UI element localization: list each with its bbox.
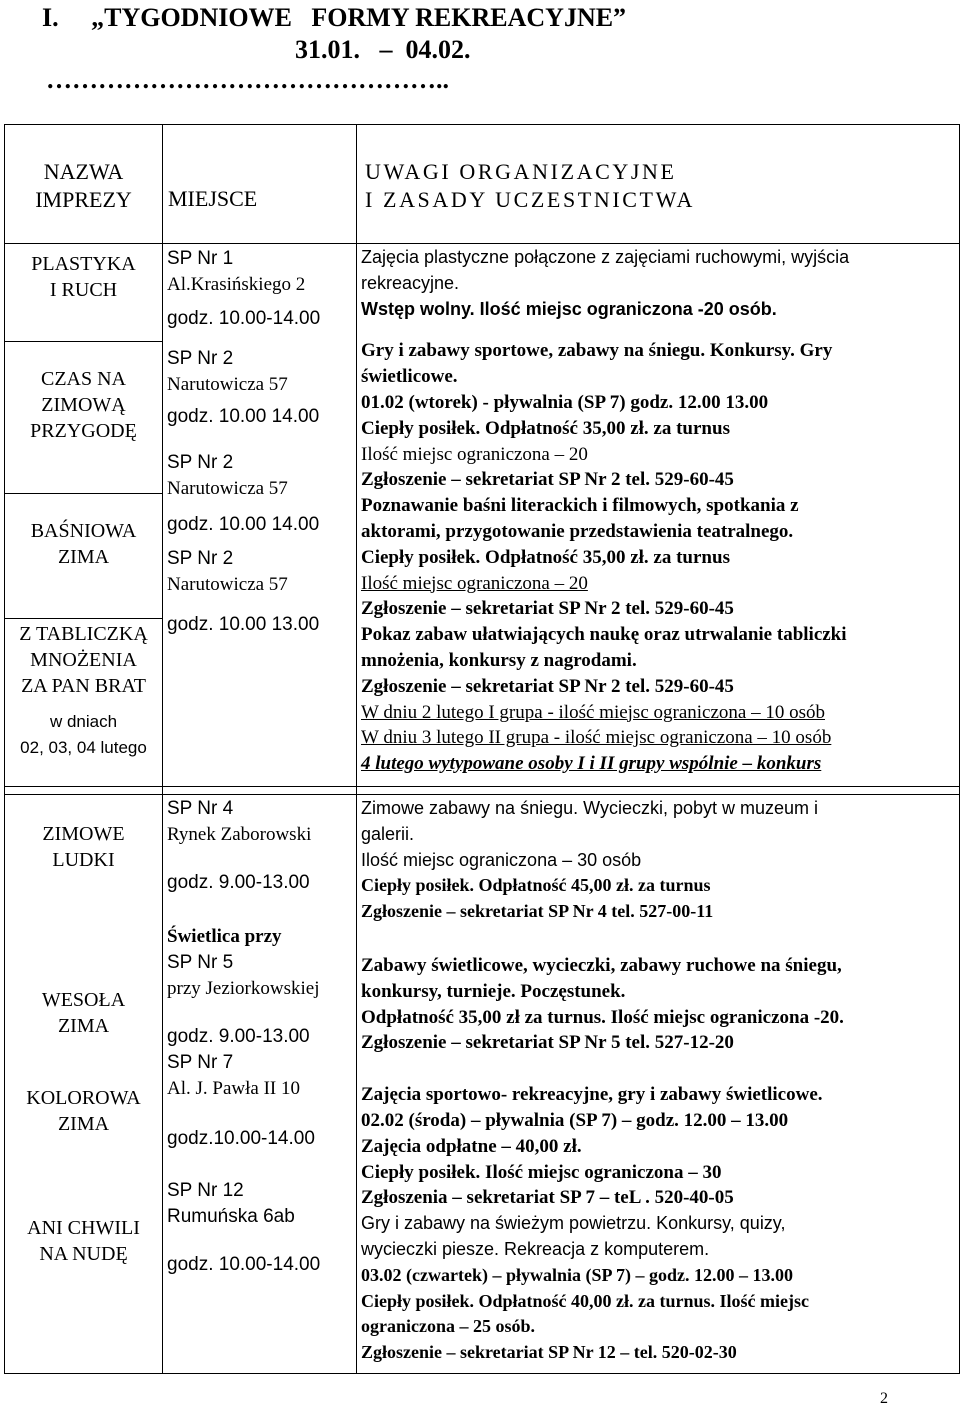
place-sp5 (163, 924, 356, 1050)
place-sp7 (163, 1050, 356, 1152)
header-name-line: NAZWA (43, 159, 124, 184)
desc-line: rekreacyjne. (361, 272, 460, 293)
place-line (167, 1002, 356, 1024)
desc-wesola-zima (357, 953, 959, 1056)
desc-line: Ilość miejsc ograniczona – 20 (361, 572, 588, 594)
event-name-line: PRZYGODĘ (30, 420, 137, 442)
place-line: Narutowicza 57 (167, 574, 288, 595)
header-rules-line: I ZASADY UCZESTNICTWA (365, 187, 695, 212)
place-line: SP Nr 2 (167, 348, 234, 369)
desc-zimowe-ludki (357, 796, 959, 925)
event-names-cell (5, 795, 163, 1374)
place-line: SP Nr 5 (167, 952, 234, 973)
dotted-separator: ……………………………………….. (46, 65, 449, 94)
place-sp2-b (163, 450, 356, 538)
place-line: SP Nr 7 (167, 1052, 234, 1073)
place-hours: godz. 9.00-13.00 (167, 1026, 310, 1047)
document-title: I. „TYGODNIOWE FORMY REKREACYJNE” (42, 3, 627, 32)
header-name-line: IMPREZY (35, 187, 132, 212)
desc-line: Zimowe zabawy na śniegu. Wycieczki, pobyt w muzeum i (361, 798, 819, 818)
header-rules-line: UWAGI ORGANIZACYJNE (365, 159, 677, 184)
place-line: SP Nr 2 (167, 452, 234, 473)
event-desc-cell (357, 244, 960, 787)
desc-plastyka (357, 245, 959, 322)
desc-line: Zgłoszenie – sekretariat SP Nr 4 tel. 527-00-11 (361, 901, 714, 922)
desc-line: Ciepły posiłek. Odpłatność 40,00 zł. za turnus. Ilość miejsc (361, 1290, 810, 1311)
desc-line: ograniczona – 25 osób. (361, 1316, 536, 1337)
desc-line: aktorami, przygotowanie przedstawienia teatralnego. (361, 520, 794, 542)
desc-line: Zgłoszenie – sekretariat SP Nr 2 tel. 529-60-45 (361, 675, 734, 697)
desc-line: Zajęcia plastyczne połączone z zajęciami ruchowymi, wyjścia (361, 247, 850, 267)
table-row (5, 244, 960, 787)
desc-line: Ciepły posiłek. Ilość miejsc ograniczona – 30 (361, 1161, 722, 1183)
event-wesola-zima (5, 955, 162, 1085)
event-name-line: ZIMA (57, 1015, 110, 1037)
place-line: SP Nr 4 (167, 798, 234, 819)
desc-line: konkursy, turnieje. Poczęstunek. (361, 980, 626, 1002)
desc-line: Zabawy świetlicowe, wycieczki, zabawy ruchowe na śniegu, (361, 954, 842, 976)
table-gap (5, 787, 960, 795)
desc-line: 01.02 (wtorek) - pływalnia (SP 7) godz. 12.00 13.00 (361, 391, 769, 413)
desc-line: Ciepły posiłek. Odpłatność 35,00 zł. za turnus (361, 546, 730, 568)
place-line: Narutowicza 57 (167, 374, 288, 395)
desc-line: Gry i zabawy na świeżym powietrzu. Konkursy, quizy, (361, 1213, 786, 1234)
desc-line: Ciepły posiłek. Odpłatność 45,00 zł. za turnus (361, 875, 711, 896)
header-place (163, 125, 357, 244)
event-desc-cell (357, 795, 960, 1374)
desc-line: Ciepły posiłek. Odpłatność 35,00 zł. za turnus (361, 417, 730, 439)
event-ani-chwili (5, 1215, 162, 1373)
desc-line: wycieczki piesze. Rekreacja z komputerem. (361, 1238, 710, 1259)
event-zimowe-ludki (5, 795, 162, 955)
place-line: Świetlica przy (167, 926, 282, 947)
events-table (4, 124, 960, 1374)
event-name-line: ANI CHWILI (27, 1217, 140, 1239)
place-line: Narutowicza 57 (167, 478, 288, 499)
place-sp1 (163, 246, 356, 332)
desc-line: W dniu 3 lutego II grupa - ilość miejsc ograniczona – 10 osób (361, 727, 832, 749)
table-header-row (5, 125, 960, 244)
desc-line: Ilość miejsc ograniczona – 20 (361, 443, 588, 465)
place-line (167, 598, 356, 612)
desc-line: Pokaz zabaw ułatwiających naukę oraz utrwalanie tabliczki (361, 624, 847, 646)
desc-line: Odpłatność 35,00 zł za turnus. Ilość miejsc ograniczona -20. (361, 1006, 844, 1028)
place-hours: godz. 10.00 14.00 (167, 406, 320, 427)
place-sp2-a (163, 346, 356, 430)
event-name-line: ZA PAN BRAT (21, 675, 146, 697)
place-line (167, 848, 356, 870)
event-dates-line: w dniach (49, 712, 118, 731)
place-hours: godz. 10.00-14.00 (167, 308, 321, 329)
place-hours: godz. 10.00 14.00 (167, 514, 320, 535)
place-line: Al.Krasińskiego 2 (167, 274, 306, 295)
event-name-line: WESOŁA (41, 989, 126, 1011)
desc-line: Zajęcia sportowo- rekreacyjne, gry i zabawy świetlicowe. (361, 1084, 823, 1106)
event-name-line: ZIMA (57, 546, 110, 568)
place-hours: godz.10.00-14.00 (167, 1128, 315, 1149)
place-line (167, 298, 356, 306)
event-name-line: CZAS NA (40, 368, 126, 390)
page-number: 2 (880, 1390, 888, 1407)
place-line (167, 1230, 356, 1252)
event-plastyka (5, 244, 162, 342)
event-name-line: KOLOROWA (26, 1087, 141, 1109)
event-czas-na-zimowa (5, 342, 162, 494)
desc-line: W dniu 2 lutego I grupa - ilość miejsc ograniczona – 10 osób (361, 701, 825, 723)
event-name-line: MNOŻENIA (30, 649, 137, 671)
event-name-line: I RUCH (49, 279, 118, 301)
event-places-cell (163, 795, 357, 1374)
event-name-line: PLASTYKA (31, 253, 136, 275)
table-row (5, 795, 960, 1374)
place-line: Rumuńska 6ab (167, 1206, 295, 1227)
place-line: przy Jeziorkowskiej (167, 978, 320, 999)
desc-line: 02.02 (środa) – pływalnia (SP 7) – godz. 12.00 – 13.00 (361, 1109, 789, 1131)
desc-line: świetlicowe. (361, 366, 458, 388)
header-rules (357, 125, 960, 244)
desc-line: mnożenia, konkursy z nagrodami. (361, 649, 637, 671)
event-name-line: ZIMOWE (42, 823, 125, 845)
place-line: SP Nr 12 (167, 1180, 244, 1201)
event-basniowa-zima (5, 494, 162, 619)
header-place-label: MIEJSCE (168, 186, 258, 211)
desc-line: Gry i zabawy sportowe, zabawy na śniegu. Konkursy. Gry (361, 340, 833, 362)
place-line: SP Nr 2 (167, 548, 234, 569)
event-name-line: LUDKI (52, 849, 115, 871)
desc-line: Zgłoszenie – sekretariat SP Nr 12 – tel. 520-02-30 (361, 1342, 737, 1363)
desc-line: Zgłoszenie – sekretariat SP Nr 2 tel. 529-60-45 (361, 469, 734, 491)
event-names-cell (5, 244, 163, 787)
desc-line: galerii. (361, 823, 415, 844)
place-hours: godz. 9.00-13.00 (167, 872, 310, 893)
event-name-line: Z TABLICZKĄ (19, 623, 148, 645)
desc-line: Zgłoszenie – sekretariat SP Nr 5 tel. 527-12-20 (361, 1032, 734, 1054)
date-range: 31.01. – 04.02. (295, 35, 471, 64)
desc-line: Wstęp wolny. Ilość miejsc ograniczona -20 osób. (361, 298, 777, 319)
event-name-line: ZIMOWĄ (41, 394, 126, 416)
desc-line: Zgłoszenie – sekretariat SP Nr 2 tel. 529-60-45 (361, 598, 734, 620)
event-places-cell (163, 244, 357, 787)
event-z-tabliczka (5, 619, 162, 786)
desc-line: Zgłoszenia – sekretariat SP 7 – teL . 520-40-05 (361, 1187, 734, 1209)
event-name-line: ZIMA (57, 1113, 110, 1135)
event-name-line: BAŚNIOWA (30, 520, 137, 542)
place-line: Rynek Zaborowski (167, 824, 312, 845)
place-line: Al. J. Pawła II 10 (167, 1078, 300, 1099)
desc-line: 4 lutego wytypowane osoby I i II grupy wspólnie – konkurs (361, 753, 822, 775)
place-sp4 (163, 796, 356, 896)
desc-ani-chwili (357, 1211, 959, 1366)
place-line: SP Nr 1 (167, 248, 234, 269)
header-event-name (5, 125, 163, 244)
event-kolorowa-zima (5, 1085, 162, 1215)
place-line (167, 502, 356, 512)
event-dates-line: 02, 03, 04 lutego (20, 738, 147, 757)
place-hours: godz. 10.00-14.00 (167, 1254, 321, 1275)
desc-line: Ilość miejsc ograniczona – 30 osób (361, 849, 642, 870)
desc-basniowa-zima (357, 493, 959, 622)
place-sp12 (163, 1178, 356, 1278)
event-name-line: NA NUDĘ (39, 1243, 128, 1265)
desc-czas-na-zimowa (357, 338, 959, 493)
desc-line: 03.02 (czwartek) – pływalnia (SP 7) – godz. 12.00 – 13.00 (361, 1264, 793, 1285)
desc-z-tabliczka (357, 622, 959, 777)
place-sp2-c (163, 546, 356, 638)
desc-line: Poznawanie baśni literackich i filmowych, spotkania z (361, 495, 799, 517)
place-line (167, 1102, 356, 1126)
desc-kolorowa-zima (357, 1082, 959, 1211)
desc-line: Zajęcia odpłatne – 40,00 zł. (361, 1135, 582, 1157)
place-hours: godz. 10.00 13.00 (167, 614, 320, 635)
